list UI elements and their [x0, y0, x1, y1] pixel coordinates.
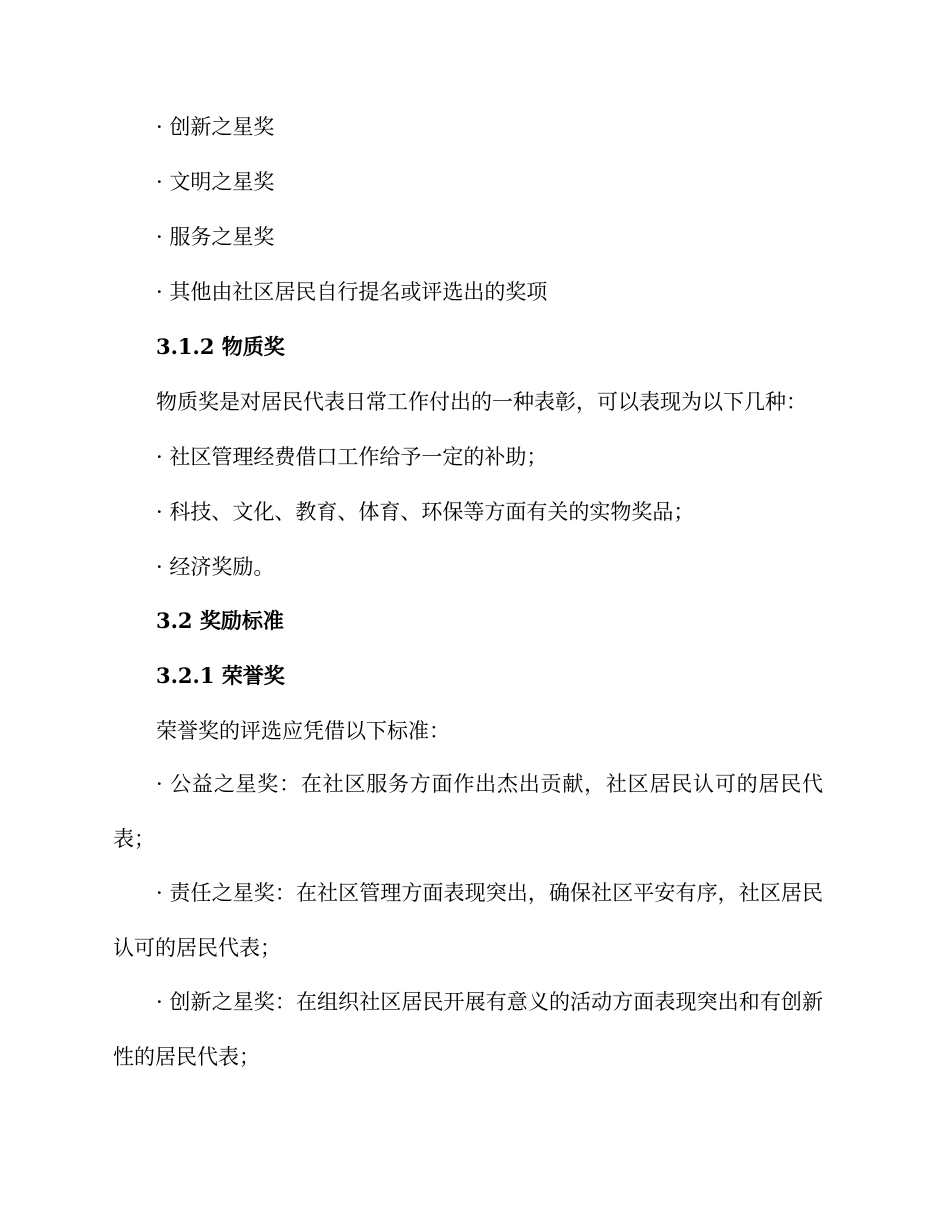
list-item-innovation-star: · 创新之星奖 [156, 115, 275, 139]
criteria-innovation-star: · 创新之星奖：在组织社区居民开展有意义的活动方面表现突出和有创新性的居民代表； [113, 990, 823, 1069]
list-item-service-star: · 服务之星奖 [156, 225, 275, 249]
criteria-public-welfare-star: · 公益之星奖：在社区服务方面作出杰出贡献，社区居民认可的居民代表； [113, 772, 823, 851]
section-heading-3-2: 3.2 奖励标准 [156, 608, 284, 633]
section-heading-3-1-2: 3.1.2 物质奖 [156, 334, 285, 359]
list-item-subsidy: · 社区管理经费借口工作给予一定的补助； [156, 445, 548, 469]
paragraph-material-award-intro: 物质奖是对居民代表日常工作付出的一种表彰，可以表现为以下几种： [156, 390, 807, 414]
list-item-physical-prizes: · 科技、文化、教育、体育、环保等方面有关的实物奖品； [156, 500, 695, 524]
criteria-responsibility-star: · 责任之星奖：在社区管理方面表现突出，确保社区平安有序，社区居民认可的居民代表； [113, 881, 823, 960]
paragraph-honor-award-intro: 荣誉奖的评选应凭借以下标准： [156, 719, 450, 743]
section-heading-3-2-1: 3.2.1 荣誉奖 [156, 663, 285, 688]
list-item-civilization-star: · 文明之星奖 [156, 170, 275, 194]
list-item-economic-reward: · 经济奖励。 [156, 555, 275, 579]
list-item-other-awards: · 其他由社区居民自行提名或评选出的奖项 [156, 280, 548, 304]
